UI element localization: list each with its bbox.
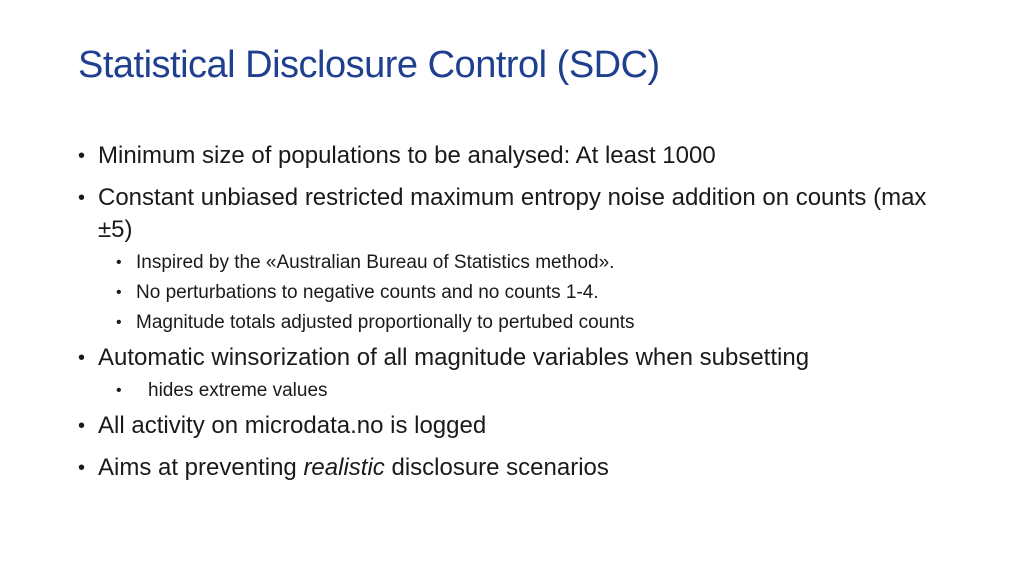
- sub-bullet-text: No perturbations to negative counts and no counts 1-4.: [136, 282, 599, 303]
- bullet-min-population: [78, 140, 938, 172]
- sub-bullet-marker: •: [116, 382, 122, 399]
- sub-bullet-group-noise: [78, 248, 938, 338]
- bullet-winsorization: [78, 342, 938, 374]
- bullet-marker: •: [78, 347, 86, 369]
- sub-bullet-magnitude-totals: [116, 308, 938, 338]
- bullet-marker: •: [78, 415, 86, 437]
- bullet-marker: •: [78, 145, 86, 167]
- bullet-text: Automatic winsorization of all magnitude variables when subsetting: [98, 344, 810, 371]
- bullet-text-lead: Aims at preventing: [98, 454, 304, 481]
- sub-bullet-text: Inspired by the «Australian Bureau of Statistics method».: [136, 252, 615, 273]
- sub-bullet-hides-extreme: [116, 376, 938, 406]
- slide-title: Statistical Disclosure Control (SDC): [78, 44, 660, 86]
- bullet-text: All activity on microdata.no is logged: [98, 412, 487, 439]
- bullet-text-tail: disclosure scenarios: [384, 454, 609, 481]
- sub-bullet-no-perturbations: [116, 278, 938, 308]
- bullet-realistic-scenarios: [78, 452, 938, 484]
- sub-bullet-marker: •: [116, 284, 122, 301]
- bullet-marker: •: [78, 457, 86, 479]
- bullet-marker: •: [78, 187, 86, 209]
- bullet-activity-logged: [78, 410, 938, 442]
- slide-body: [78, 140, 938, 494]
- sub-bullet-text: Magnitude totals adjusted proportionally to pertubed counts: [136, 312, 635, 333]
- sub-bullet-abs-method: [116, 248, 938, 278]
- sub-bullet-text: hides extreme values: [148, 380, 328, 401]
- bullet-text: Constant unbiased restricted maximum entropy noise addition on counts (max ±5): [98, 184, 927, 243]
- sub-bullet-marker: •: [116, 254, 122, 271]
- bullet-noise-addition: [78, 182, 938, 246]
- sub-bullet-group-winsorization: [78, 376, 938, 406]
- bullet-text: Minimum size of populations to be analysed: At least 1000: [98, 142, 716, 169]
- sub-bullet-marker: •: [116, 314, 122, 331]
- bullet-text-emphasis: realistic: [303, 454, 385, 481]
